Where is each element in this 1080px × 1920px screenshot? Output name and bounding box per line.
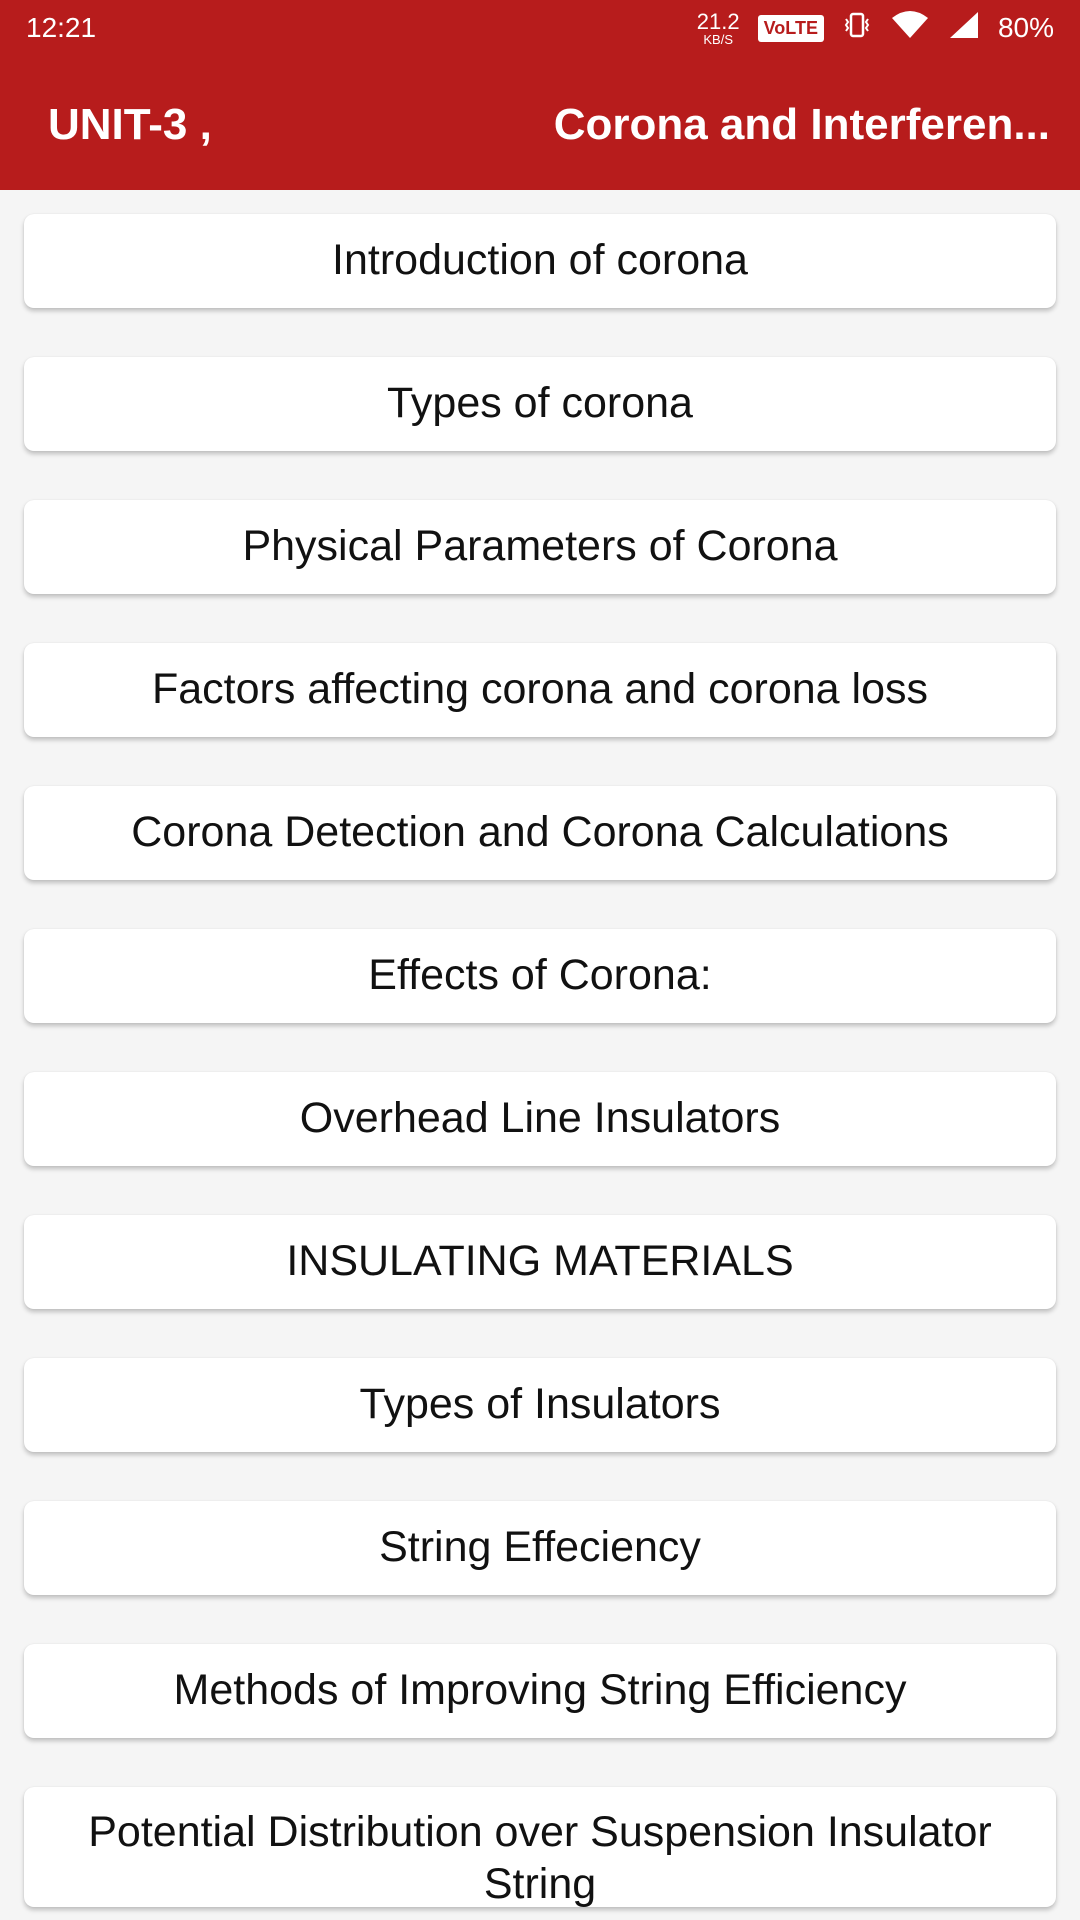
page-title: UNIT-3 , bbox=[48, 100, 212, 149]
status-icons bbox=[697, 10, 1054, 47]
signal-icon bbox=[948, 10, 980, 47]
vibrate-icon bbox=[842, 10, 872, 47]
topic-label: Potential Distribution over Suspension Insulator String bbox=[88, 1808, 992, 1908]
topic-button[interactable] bbox=[24, 1358, 1056, 1452]
status-time: 12:21 bbox=[26, 12, 97, 43]
network-speed-value: 21.2 bbox=[696, 8, 740, 34]
status-bar bbox=[0, 0, 1080, 56]
battery-level: 80% bbox=[997, 12, 1054, 43]
topic-button[interactable] bbox=[24, 214, 1056, 308]
topic-label: Factors affecting corona and corona loss bbox=[151, 665, 929, 714]
topic-label: Types of corona bbox=[387, 379, 693, 428]
topic-label: INSULATING MATERIALS bbox=[286, 1237, 794, 1286]
wifi-icon bbox=[890, 10, 930, 47]
topic-button[interactable] bbox=[24, 1072, 1056, 1166]
topic-label: Physical Parameters of Corona bbox=[242, 522, 838, 571]
topic-button[interactable] bbox=[24, 500, 1056, 594]
topic-label: Introduction of corona bbox=[332, 236, 748, 285]
topic-label: Effects of Corona: bbox=[368, 951, 712, 1000]
topic-button[interactable] bbox=[24, 643, 1056, 737]
topic-label: Methods of Improving String Efficiency bbox=[173, 1666, 907, 1715]
app-bar bbox=[0, 0, 1080, 190]
page-subtitle: Corona and Interferen... bbox=[553, 100, 1050, 149]
network-speed-unit: KB/S bbox=[703, 31, 734, 47]
topic-button[interactable] bbox=[24, 929, 1056, 1023]
topic-button[interactable] bbox=[24, 1501, 1056, 1595]
toolbar bbox=[0, 90, 1080, 160]
topic-button[interactable] bbox=[24, 1787, 1056, 1907]
topic-button[interactable] bbox=[24, 786, 1056, 880]
topic-button[interactable] bbox=[24, 357, 1056, 451]
topic-label: Corona Detection and Corona Calculations bbox=[131, 808, 949, 857]
topic-button[interactable] bbox=[24, 1644, 1056, 1738]
topic-label: String Effeciency bbox=[379, 1523, 701, 1572]
topic-label: Overhead Line Insulators bbox=[299, 1094, 781, 1143]
topic-label: Types of Insulators bbox=[359, 1380, 721, 1429]
network-speed bbox=[696, 8, 740, 47]
topic-list bbox=[24, 214, 1056, 1908]
volte-badge: VoLTE bbox=[758, 15, 824, 42]
topic-button[interactable] bbox=[24, 1215, 1056, 1309]
